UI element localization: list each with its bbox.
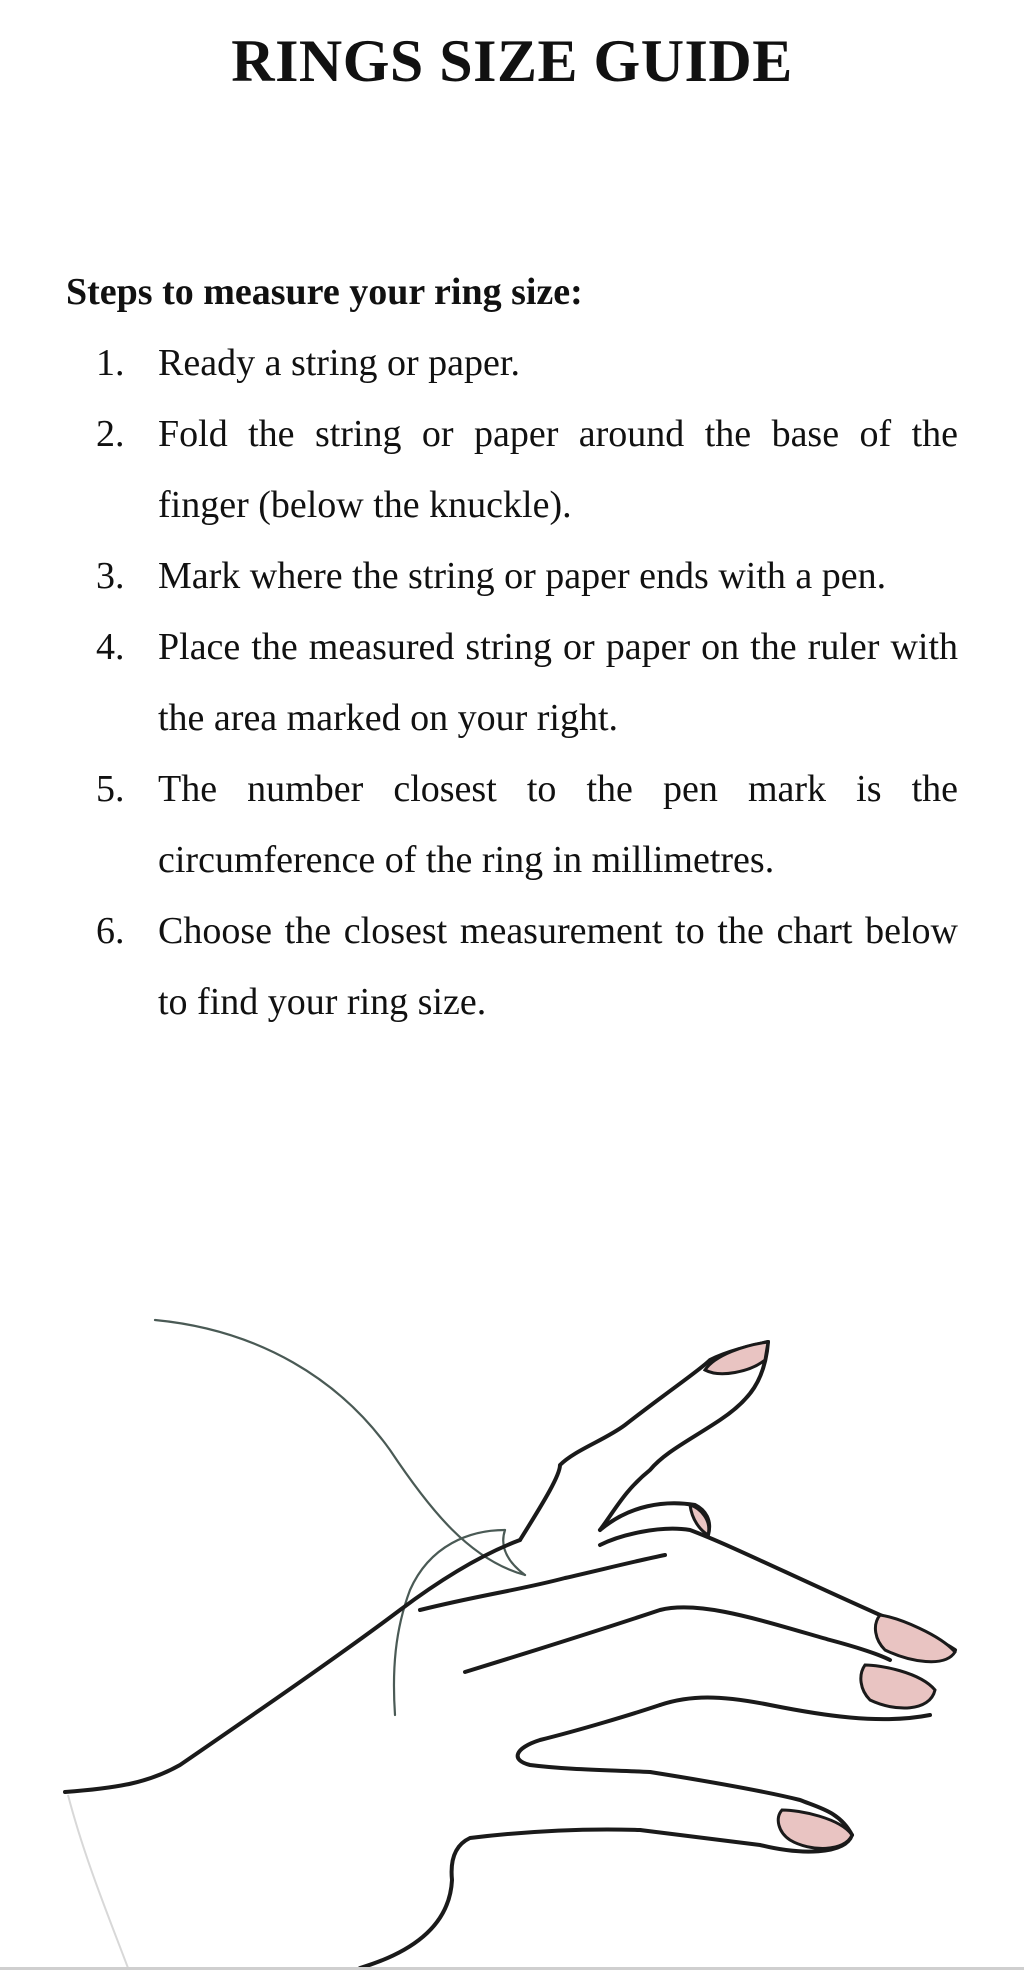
steps-heading: Steps to measure your ring size: — [66, 271, 583, 313]
step-number: 5. — [96, 768, 125, 810]
fingernails-icon — [690, 1342, 955, 1848]
step-text: The number closest to the pen mark is the circumference of the ring in millimetres. — [158, 768, 958, 881]
steps-list — [96, 328, 958, 1038]
step-text: Mark where the string or paper ends with a pen. — [158, 555, 887, 597]
step-number: 3. — [96, 555, 125, 597]
step-number: 4. — [96, 626, 125, 668]
step-text: Choose the closest measurement to the chart below to find your ring size. — [158, 910, 958, 1023]
page-title: RINGS SIZE GUIDE — [231, 28, 793, 94]
hand-with-string-illustration — [0, 1290, 1024, 1970]
step-text: Place the measured string or paper on the ruler with the area marked on your right. — [158, 626, 958, 739]
step-item — [96, 896, 958, 1038]
step-number: 1. — [96, 342, 125, 384]
arm-edge-icon — [68, 1795, 128, 1968]
hand-icon — [65, 1342, 955, 1968]
step-number: 6. — [96, 910, 125, 952]
step-number: 2. — [96, 413, 125, 455]
step-text: Ready a string or paper. — [158, 342, 520, 384]
step-item — [96, 328, 958, 399]
step-item — [96, 541, 958, 612]
step-text: Fold the string or paper around the base of the finger (below the knuckle). — [158, 413, 958, 526]
step-item — [96, 754, 958, 896]
step-item — [96, 399, 958, 541]
step-item — [96, 612, 958, 754]
